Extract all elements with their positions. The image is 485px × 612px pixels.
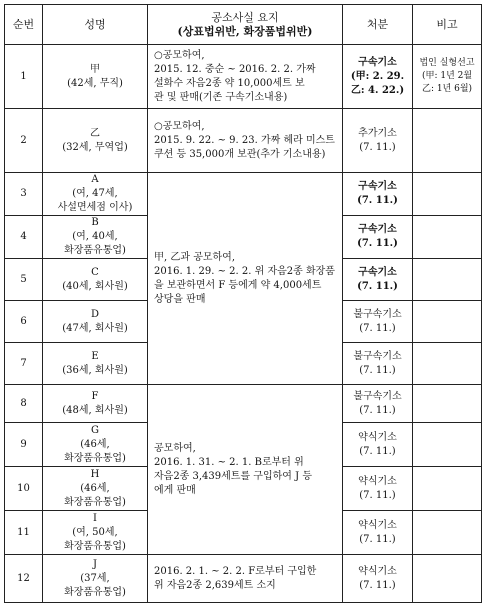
person-name: G xyxy=(91,424,99,436)
person-name: D xyxy=(90,308,100,320)
disposition-cell xyxy=(343,216,413,259)
summary-line: 자음2종 3,439세트를 구입하여 J 등 xyxy=(154,470,312,482)
person-name: H xyxy=(90,468,100,480)
case-table-container xyxy=(4,4,481,608)
disposition-date: (7. 11.) xyxy=(359,364,396,376)
remarks-cell xyxy=(413,259,482,301)
person-detail: 화장품유통업) xyxy=(64,586,126,598)
row-name xyxy=(43,423,148,467)
person-detail: (여, 47세, xyxy=(72,188,118,199)
disposition-date: (7. 11.) xyxy=(359,322,396,334)
row-name xyxy=(43,467,148,511)
summary-cell xyxy=(148,385,343,555)
disposition-date: (7. 11.) xyxy=(359,533,396,545)
row-name xyxy=(43,385,148,423)
disposition-type: 구속기소 xyxy=(358,181,397,192)
disposition-cell xyxy=(343,343,413,385)
disposition-cell xyxy=(343,511,413,555)
row-name xyxy=(43,173,148,216)
summary-line: 2016. 1. 31. ~ 2. 1. B로부터 위 xyxy=(154,456,304,468)
summary-cell xyxy=(148,173,343,385)
disposition-date: (7. 11.) xyxy=(359,141,396,153)
remark-line: 법인 실형선고 xyxy=(419,58,475,68)
table-row xyxy=(5,555,482,603)
remarks-cell xyxy=(413,173,482,216)
row-name xyxy=(43,109,148,173)
row-name xyxy=(43,343,148,385)
disposition-type: 불구속기소 xyxy=(353,390,402,402)
summary-line: 甲, 乙과 공모하여, xyxy=(154,251,236,263)
person-detail: (42세, 무직) xyxy=(67,77,123,89)
remarks-cell xyxy=(413,216,482,259)
header-no: 순번 xyxy=(5,5,43,45)
person-detail: (46세, xyxy=(80,438,110,450)
summary-line: 을 보관하면서 F 등에게 약 4,000세트 xyxy=(154,279,322,291)
person-detail: (40세, 회사원) xyxy=(62,280,128,292)
summary-line: 상당을 판매 xyxy=(154,293,206,305)
disposition-type: 불구속기소 xyxy=(353,350,402,362)
summary-line: 쿠션 등 35,000개 보관(추가 기소내용) xyxy=(154,148,326,160)
disposition-type: 불구속기소 xyxy=(353,308,402,320)
header-summary-subtitle: (상표법위반, 화장품법위반) xyxy=(177,24,313,38)
person-detail: 화장품유통업) xyxy=(64,452,126,464)
disposition-date: 乙: 4. 22.) xyxy=(350,84,405,96)
row-no: 5 xyxy=(5,259,43,301)
row-no: 7 xyxy=(5,343,43,385)
summary-cell xyxy=(148,555,343,603)
summary-line: 위 자음2종 2,639세트 소지 xyxy=(154,579,276,591)
summary-line: 2015. 9. 22. ~ 9. 23. 가짜 헤라 미스트 xyxy=(154,134,335,146)
disposition-type: 약식기소 xyxy=(358,519,397,531)
row-no: 4 xyxy=(5,216,43,259)
row-no: 6 xyxy=(5,301,43,343)
summary-line: 2016. 2. 1. ~ 2. 2. F로부터 구입한 xyxy=(154,565,317,577)
disposition-type: 약식기소 xyxy=(358,565,397,577)
disposition-date: (7. 11.) xyxy=(357,195,398,206)
disposition-date: (7. 11.) xyxy=(359,404,396,416)
header-disposition: 처분 xyxy=(343,5,413,45)
person-detail: 화장품유통업) xyxy=(64,496,126,508)
summary-line: 2016. 1. 29. ~ 2. 2. 위 자음2종 화장품 xyxy=(154,265,335,277)
row-no: 9 xyxy=(5,423,43,467)
summary-line: ○공모하여, xyxy=(154,120,205,132)
disposition-type: 구속기소 xyxy=(358,224,397,235)
table-row xyxy=(5,45,482,109)
table-row xyxy=(5,173,482,216)
summary-cell xyxy=(148,109,343,173)
person-name: 乙 xyxy=(90,127,100,139)
table-row xyxy=(5,385,482,423)
person-name: F xyxy=(91,390,99,402)
row-name xyxy=(43,301,148,343)
remarks-cell xyxy=(413,109,482,173)
remarks-cell xyxy=(413,301,482,343)
summary-line: 공모하여, xyxy=(154,442,196,454)
disposition-cell xyxy=(343,45,413,109)
remarks-cell xyxy=(413,423,482,467)
disposition-date: (7. 11.) xyxy=(359,445,396,457)
row-name xyxy=(43,45,148,109)
person-detail: (여, 40세, xyxy=(72,231,118,242)
row-name xyxy=(43,555,148,603)
disposition-cell xyxy=(343,467,413,511)
remark-line: (甲: 1년 2월 xyxy=(421,71,473,81)
person-name: J xyxy=(92,558,97,570)
summary-line: 설화수 자음2종 약 10,000세트 보 xyxy=(154,77,305,89)
person-detail: 화장품유통업) xyxy=(64,540,126,552)
disposition-cell xyxy=(343,423,413,467)
row-no: 12 xyxy=(5,555,43,603)
person-name: B xyxy=(91,217,99,228)
disposition-cell xyxy=(343,259,413,301)
disposition-cell xyxy=(343,385,413,423)
summary-cell xyxy=(148,45,343,109)
summary-line: ○공모하여, xyxy=(154,49,205,61)
disposition-type: 추가기소 xyxy=(358,127,397,139)
remarks-cell xyxy=(413,511,482,555)
disposition-date: (7. 11.) xyxy=(357,280,398,292)
remarks-cell xyxy=(413,467,482,511)
person-name: A xyxy=(91,174,99,185)
remarks-cell xyxy=(413,385,482,423)
table-row xyxy=(5,109,482,173)
case-table xyxy=(4,4,482,603)
person-detail: (36세, 회사원) xyxy=(62,364,128,376)
person-name: E xyxy=(91,350,99,362)
disposition-cell xyxy=(343,109,413,173)
person-name: 甲 xyxy=(90,63,100,75)
disposition-type: 구속기소 xyxy=(358,266,397,278)
person-detail: (37세, xyxy=(80,572,110,584)
row-name xyxy=(43,216,148,259)
remarks-cell xyxy=(413,555,482,603)
disposition-type: 약식기소 xyxy=(358,431,397,443)
disposition-cell xyxy=(343,173,413,216)
disposition-date: (7. 11.) xyxy=(357,238,398,249)
summary-line: 2015. 12. 중순 ~ 2016. 2. 2. 가짜 xyxy=(154,63,316,75)
disposition-cell xyxy=(343,555,413,603)
row-name xyxy=(43,259,148,301)
disposition-date: (7. 11.) xyxy=(359,579,396,591)
disposition-type: 구속기소 xyxy=(358,56,397,68)
row-no: 11 xyxy=(5,511,43,555)
header-name: 성명 xyxy=(43,5,148,45)
header-row xyxy=(5,5,482,45)
header-remarks: 비고 xyxy=(413,5,482,45)
row-no: 8 xyxy=(5,385,43,423)
remarks-cell xyxy=(413,343,482,385)
header-summary xyxy=(148,5,343,45)
disposition-type: 약식기소 xyxy=(358,475,397,487)
row-no: 2 xyxy=(5,109,43,173)
disposition-date: (7. 11.) xyxy=(359,489,396,501)
remarks-cell xyxy=(413,45,482,109)
disposition-date: (甲: 2. 29. xyxy=(350,70,405,82)
header-summary-title: 공소사실 요지 xyxy=(211,10,279,24)
person-detail: (여, 50세, xyxy=(72,526,118,538)
disposition-cell xyxy=(343,301,413,343)
row-no: 10 xyxy=(5,467,43,511)
summary-line: 에게 판매 xyxy=(154,484,196,496)
person-detail: 사설면세점 이사) xyxy=(57,202,133,213)
remark-line: 乙: 1년 6월) xyxy=(421,84,473,94)
person-detail: (32세, 무역업) xyxy=(62,141,128,153)
person-detail: 화장품유통업) xyxy=(64,245,126,256)
person-detail: (46세, xyxy=(80,482,110,494)
person-name: C xyxy=(91,266,99,278)
row-no: 3 xyxy=(5,173,43,216)
summary-line: 관 및 판매(기존 구속기소내용) xyxy=(154,91,288,103)
person-detail: (48세, 회사원) xyxy=(62,404,128,416)
person-name: I xyxy=(93,512,97,524)
row-name xyxy=(43,511,148,555)
row-no: 1 xyxy=(5,45,43,109)
person-detail: (47세, 회사원) xyxy=(62,322,128,334)
